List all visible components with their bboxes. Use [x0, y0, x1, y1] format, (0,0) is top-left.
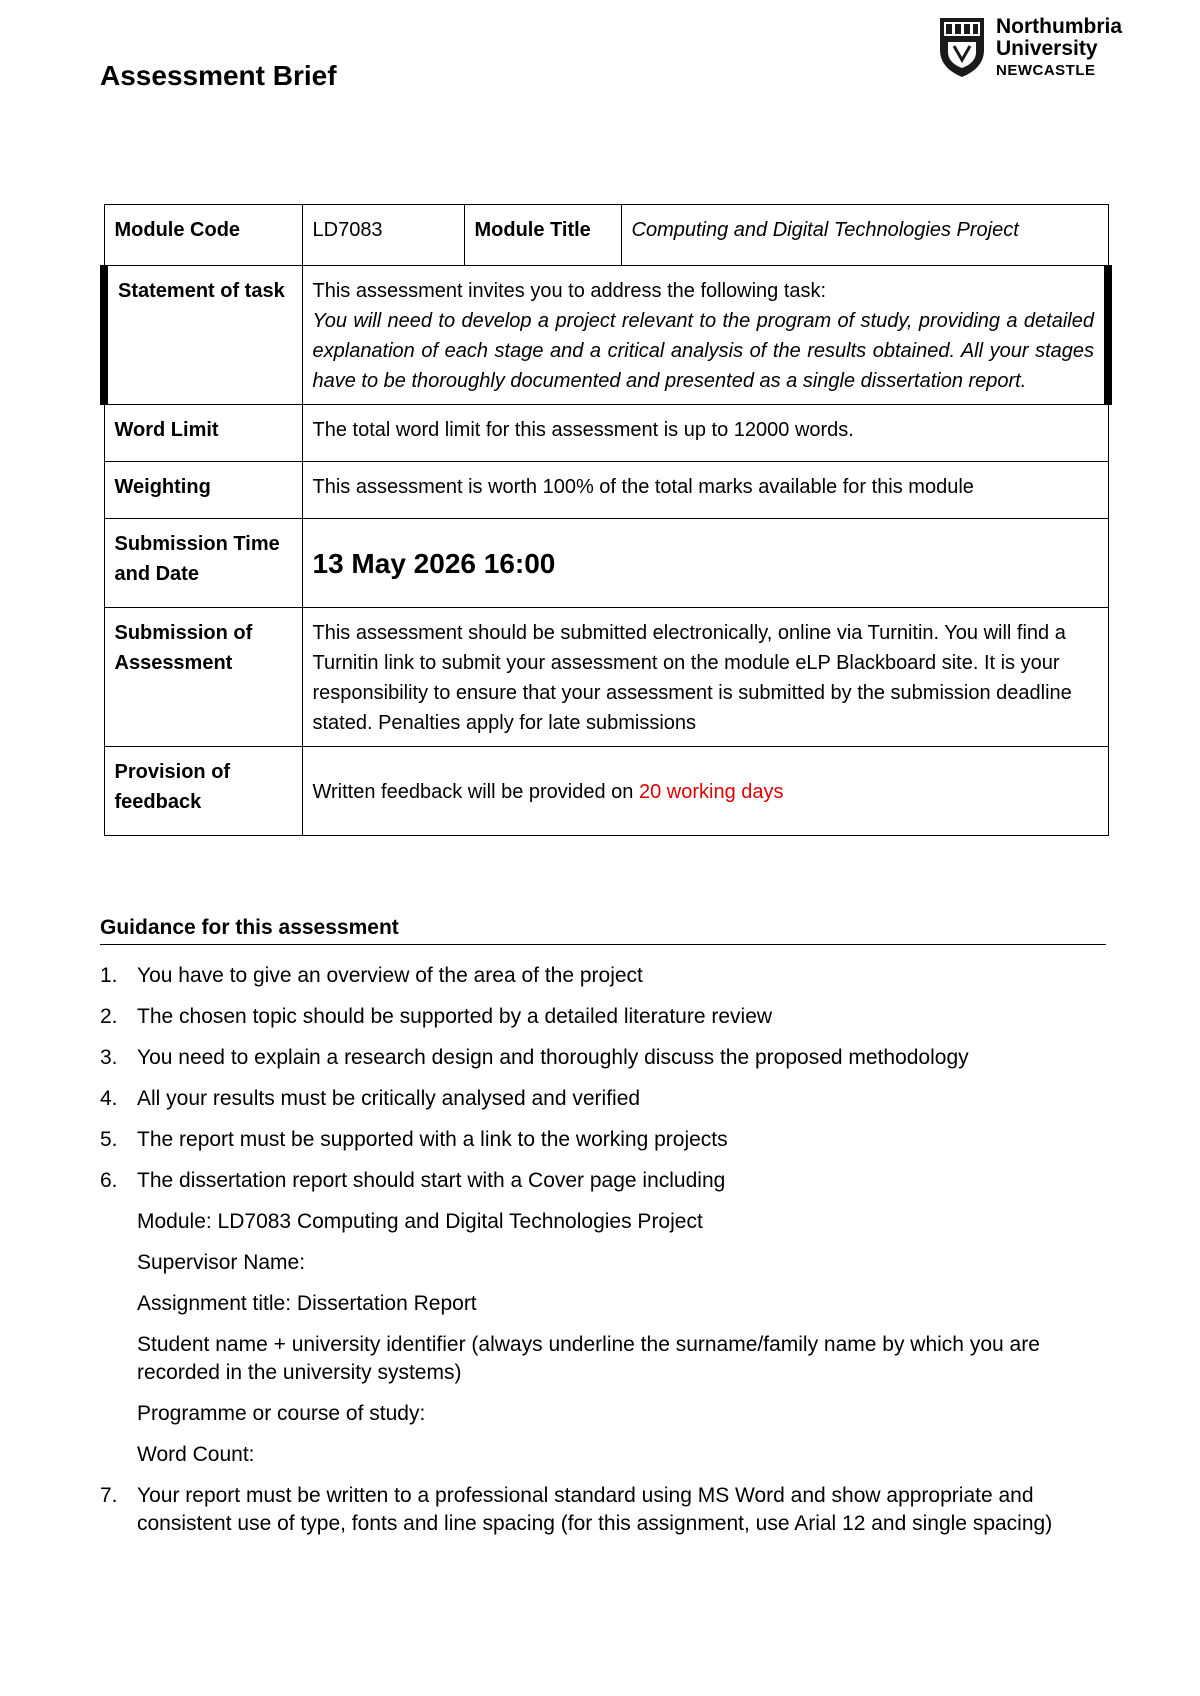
cover-field: Programme or course of study: — [137, 1402, 426, 1425]
statement-intro: This assessment invites you to address the following task: — [312, 280, 827, 302]
university-logo — [938, 16, 1122, 82]
list-number: 4. — [100, 1087, 118, 1110]
list-text: All your results must be critically analysed and verified — [137, 1087, 641, 1110]
list-number: 7. — [100, 1484, 118, 1507]
module-title-value: Computing and Digital Technologies Project — [621, 205, 1108, 266]
list-item — [100, 1044, 1110, 1072]
list-text: The chosen topic should be supported by a detailed literature review — [137, 1005, 773, 1028]
assessment-table — [100, 204, 1112, 836]
list-item — [100, 962, 1110, 990]
weighting-value: This assessment is worth 100% of the total marks available for this module — [302, 462, 1108, 519]
list-item — [100, 1167, 1110, 1195]
weighting-label: Weighting — [104, 462, 302, 519]
table-row — [104, 608, 1108, 747]
list-number: 2. — [100, 1005, 118, 1028]
submission-time-cell — [302, 519, 1108, 608]
list-number: 1. — [100, 964, 118, 987]
cover-field: Supervisor Name: — [137, 1251, 306, 1274]
word-limit-value: The total word limit for this assessment is up to 12000 words. — [302, 405, 1108, 462]
feedback-highlight: 20 working days — [638, 781, 784, 803]
logo-name-line1: Northumbria — [996, 15, 1122, 38]
feedback-label: Provision of feedback — [104, 747, 302, 836]
table-row — [104, 405, 1108, 462]
logo-location: NEWCASTLE — [996, 62, 1096, 79]
list-text: You need to explain a research design and thoroughly discuss the proposed methodology — [137, 1046, 969, 1069]
table-row — [104, 519, 1108, 608]
table-row — [104, 462, 1108, 519]
list-text: Your report must be written to a professional standard using MS Word and show appropriate and consistent use of type, fonts and line spacing (for this assignment, use Arial 12 and single spacing) — [137, 1484, 1053, 1535]
submission-date: 13 May 2026 16:00 — [312, 548, 556, 579]
list-item — [100, 1003, 1110, 1031]
crest-icon — [938, 16, 986, 78]
list-number: 6. — [100, 1169, 118, 1192]
statement-label: Statement of task — [104, 266, 302, 405]
table-row — [104, 266, 1108, 405]
word-limit-label: Word Limit — [104, 405, 302, 462]
cover-field: Module: LD7083 Computing and Digital Technologies Project — [137, 1210, 703, 1233]
module-title-label: Module Title — [464, 205, 621, 266]
list-item — [100, 1126, 1110, 1154]
list-item — [100, 1482, 1110, 1538]
list-number: 3. — [100, 1046, 118, 1069]
submission-value: This assessment should be submitted electronically, online via Turnitin. You will find a Turnitin link to submit your assessment on the module eLP Blackboard site. It is your responsibility to ensure that your assessment is submitted by the submission deadline stated. Penalties apply for late submissions — [302, 608, 1108, 747]
table-row — [104, 747, 1108, 836]
list-text: The report must be supported with a link to the working projects — [137, 1128, 728, 1151]
list-text: You have to give an overview of the area of the project — [137, 964, 643, 987]
guidance-heading: Guidance for this assessment — [100, 916, 1106, 945]
feedback-prefix: Written feedback will be provided on — [312, 781, 639, 803]
list-item — [100, 1085, 1110, 1113]
table-row — [104, 205, 1108, 266]
submission-label: Submission of Assessment — [104, 608, 302, 747]
statement-body: You will need to develop a project relevant to the program of study, providing a detailed explanation of each stage and a critical analysis of the results obtained. All your stages have to be thoroughly documented and presented as a single dissertation report. — [312, 310, 1094, 392]
module-code-value: LD7083 — [302, 205, 464, 266]
cover-field: Word Count: — [137, 1443, 255, 1466]
logo-name-line2: University — [996, 37, 1098, 60]
cover-field: Assignment title: Dissertation Report — [137, 1292, 477, 1315]
page-title: Assessment Brief — [100, 60, 337, 91]
guidance-list — [100, 962, 1110, 1551]
list-number: 5. — [100, 1128, 118, 1151]
cover-field: Student name + university identifier (always underline the surname/family name by which you are recorded in the university systems) — [137, 1333, 1040, 1384]
list-text: The dissertation report should start with a Cover page including — [137, 1169, 726, 1192]
module-code-label: Module Code — [104, 205, 302, 266]
submission-time-label: Submission Time and Date — [104, 519, 302, 608]
feedback-cell — [302, 747, 1108, 836]
statement-cell — [302, 266, 1108, 405]
